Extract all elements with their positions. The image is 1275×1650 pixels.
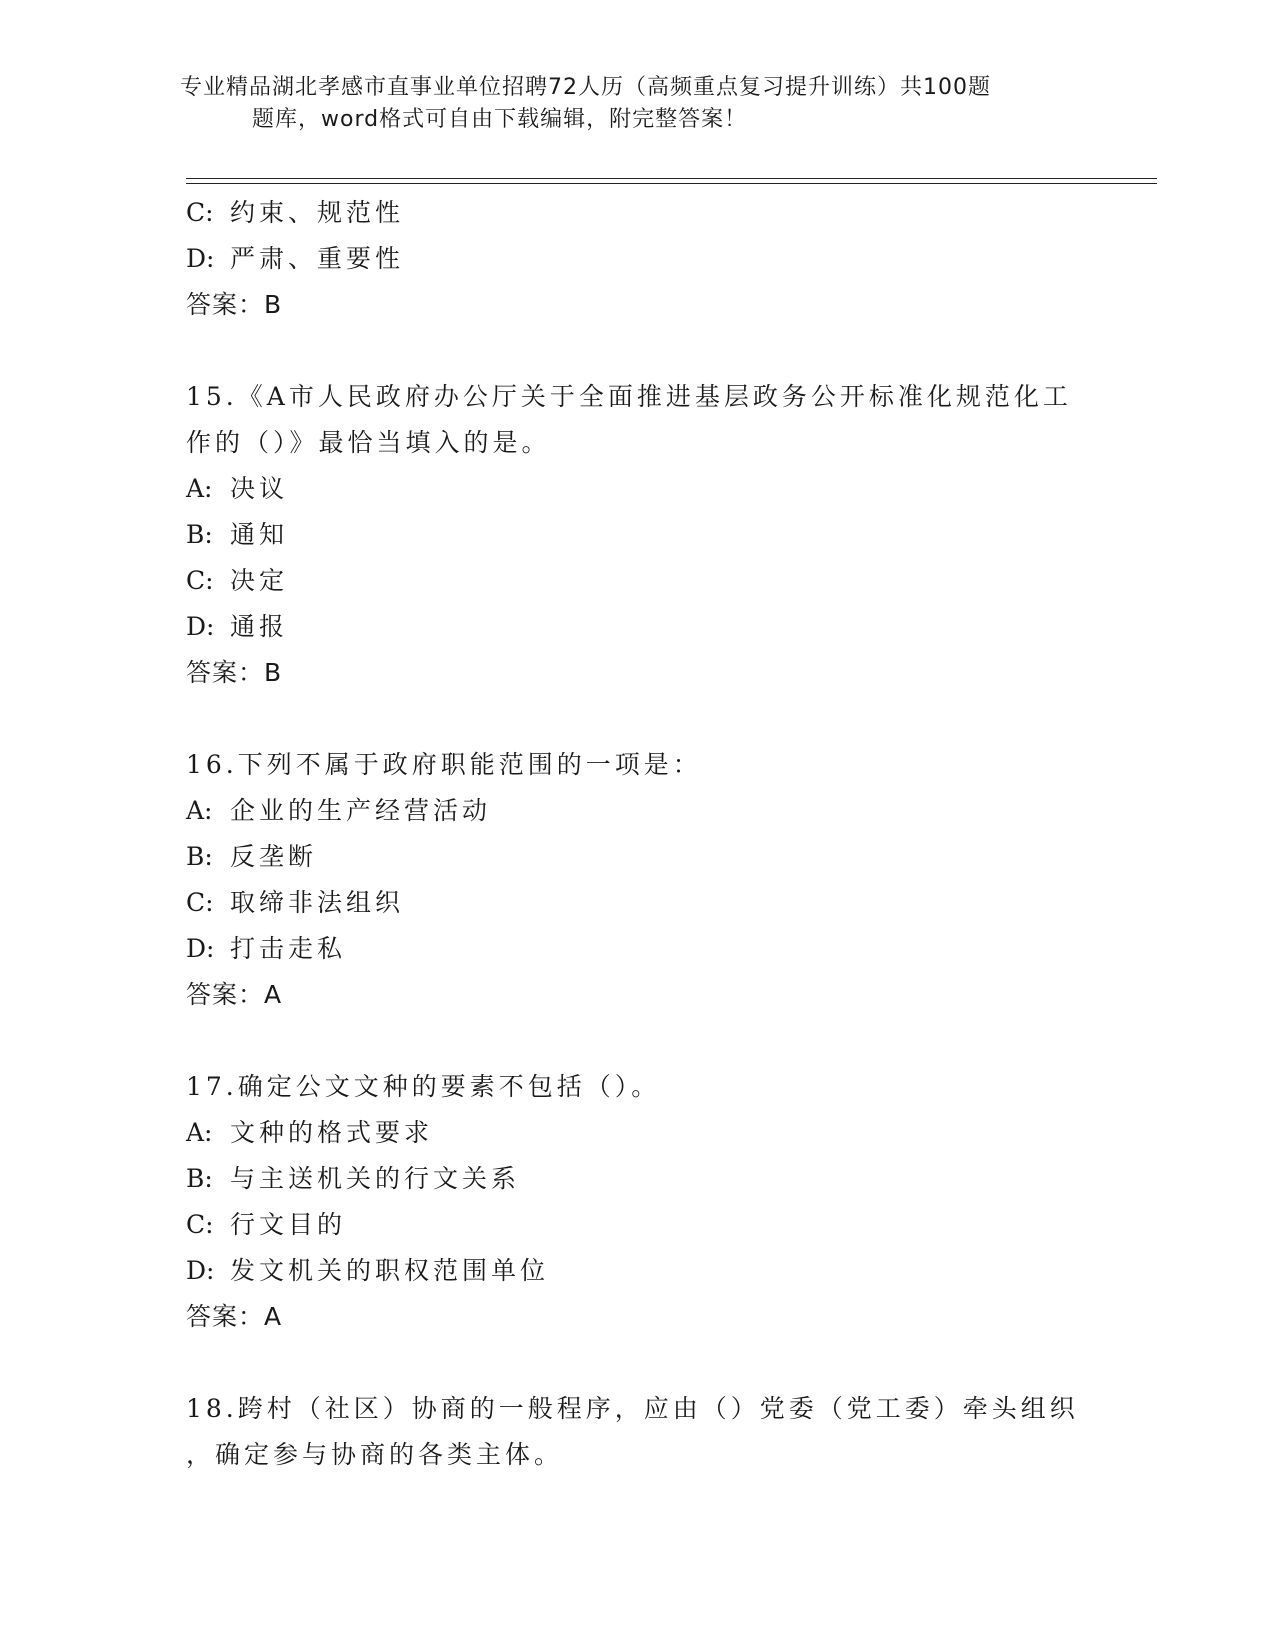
question-15 — [186, 374, 1086, 696]
option-label: B: — [186, 842, 213, 871]
option-label: D: — [186, 244, 215, 273]
answer: 答案：B — [186, 290, 283, 319]
option-text: 发文机关的职权范围单位 — [230, 1256, 550, 1285]
option-label: C: — [186, 198, 214, 227]
option-text: 文种的格式要求 — [230, 1118, 434, 1147]
option-a — [186, 1110, 1086, 1156]
option-text: 约束、规范性 — [230, 198, 405, 227]
option-text: 严肃、重要性 — [230, 244, 405, 273]
option-label: C: — [186, 1210, 214, 1239]
option-text: 决定 — [230, 566, 289, 595]
question-text-line: 18.跨村（社区）协商的一般程序，应由（）党委（党工委）牵头组织 — [186, 1394, 1079, 1423]
option-b — [186, 1156, 1086, 1202]
option-text: 与主送机关的行文关系 — [230, 1164, 521, 1193]
header-divider-top — [186, 178, 1157, 179]
question-16 — [186, 742, 1086, 1018]
option-text: 通知 — [230, 520, 289, 549]
header-divider-bottom — [186, 183, 1157, 184]
question-text-line: 作的（）》最恰当填入的是。 — [186, 428, 551, 457]
header-title-line-2: 题库，word格式可自由下载编辑，附完整答案！ — [252, 107, 748, 132]
answer: 答案：A — [186, 1302, 283, 1331]
option-c — [186, 558, 1086, 604]
document-header — [180, 72, 1080, 136]
option-a — [186, 788, 1086, 834]
option-label: B: — [186, 1164, 213, 1193]
question-text-line: 15.《A市人民政府办公厅关于全面推进基层政务公开标准化规范化工 — [186, 382, 1072, 411]
answer: 答案：A — [186, 980, 283, 1009]
option-c — [186, 880, 1086, 926]
option-label: A: — [186, 1118, 213, 1147]
option-label: C: — [186, 888, 214, 917]
option-d — [186, 1248, 1086, 1294]
option-label: D: — [186, 934, 215, 963]
option-label: D: — [186, 612, 215, 641]
option-label: C: — [186, 566, 214, 595]
question-18 — [186, 1386, 1086, 1478]
answer: 答案：B — [186, 658, 283, 687]
option-text: 决议 — [230, 474, 289, 503]
option-text: 取缔非法组织 — [230, 888, 405, 917]
option-text: 通报 — [230, 612, 289, 641]
option-d — [186, 604, 1086, 650]
header-title-line-1: 专业精品湖北孝感市直事业单位招聘72人历（高频重点复习提升训练）共100题 — [180, 75, 991, 100]
option-text: 企业的生产经营活动 — [230, 796, 492, 825]
option-label: A: — [186, 474, 213, 503]
option-text: 打击走私 — [230, 934, 347, 963]
option-c — [186, 190, 1086, 236]
question-text-line: ，确定参与协商的各类主体。 — [186, 1440, 564, 1469]
option-label: B: — [186, 520, 213, 549]
option-b — [186, 512, 1086, 558]
option-d — [186, 926, 1086, 972]
question-text-line: 17.确定公文文种的要素不包括（）。 — [186, 1072, 661, 1101]
question-17 — [186, 1064, 1086, 1340]
question-text-line: 16.下列不属于政府职能范围的一项是： — [186, 750, 702, 779]
option-a — [186, 466, 1086, 512]
option-d — [186, 236, 1086, 282]
option-c — [186, 1202, 1086, 1248]
question-content — [186, 190, 1086, 1478]
option-text: 反垄断 — [230, 842, 318, 871]
option-b — [186, 834, 1086, 880]
option-text: 行文目的 — [230, 1210, 347, 1239]
option-label: D: — [186, 1256, 215, 1285]
option-label: A: — [186, 796, 213, 825]
question-14-tail — [186, 190, 1086, 328]
